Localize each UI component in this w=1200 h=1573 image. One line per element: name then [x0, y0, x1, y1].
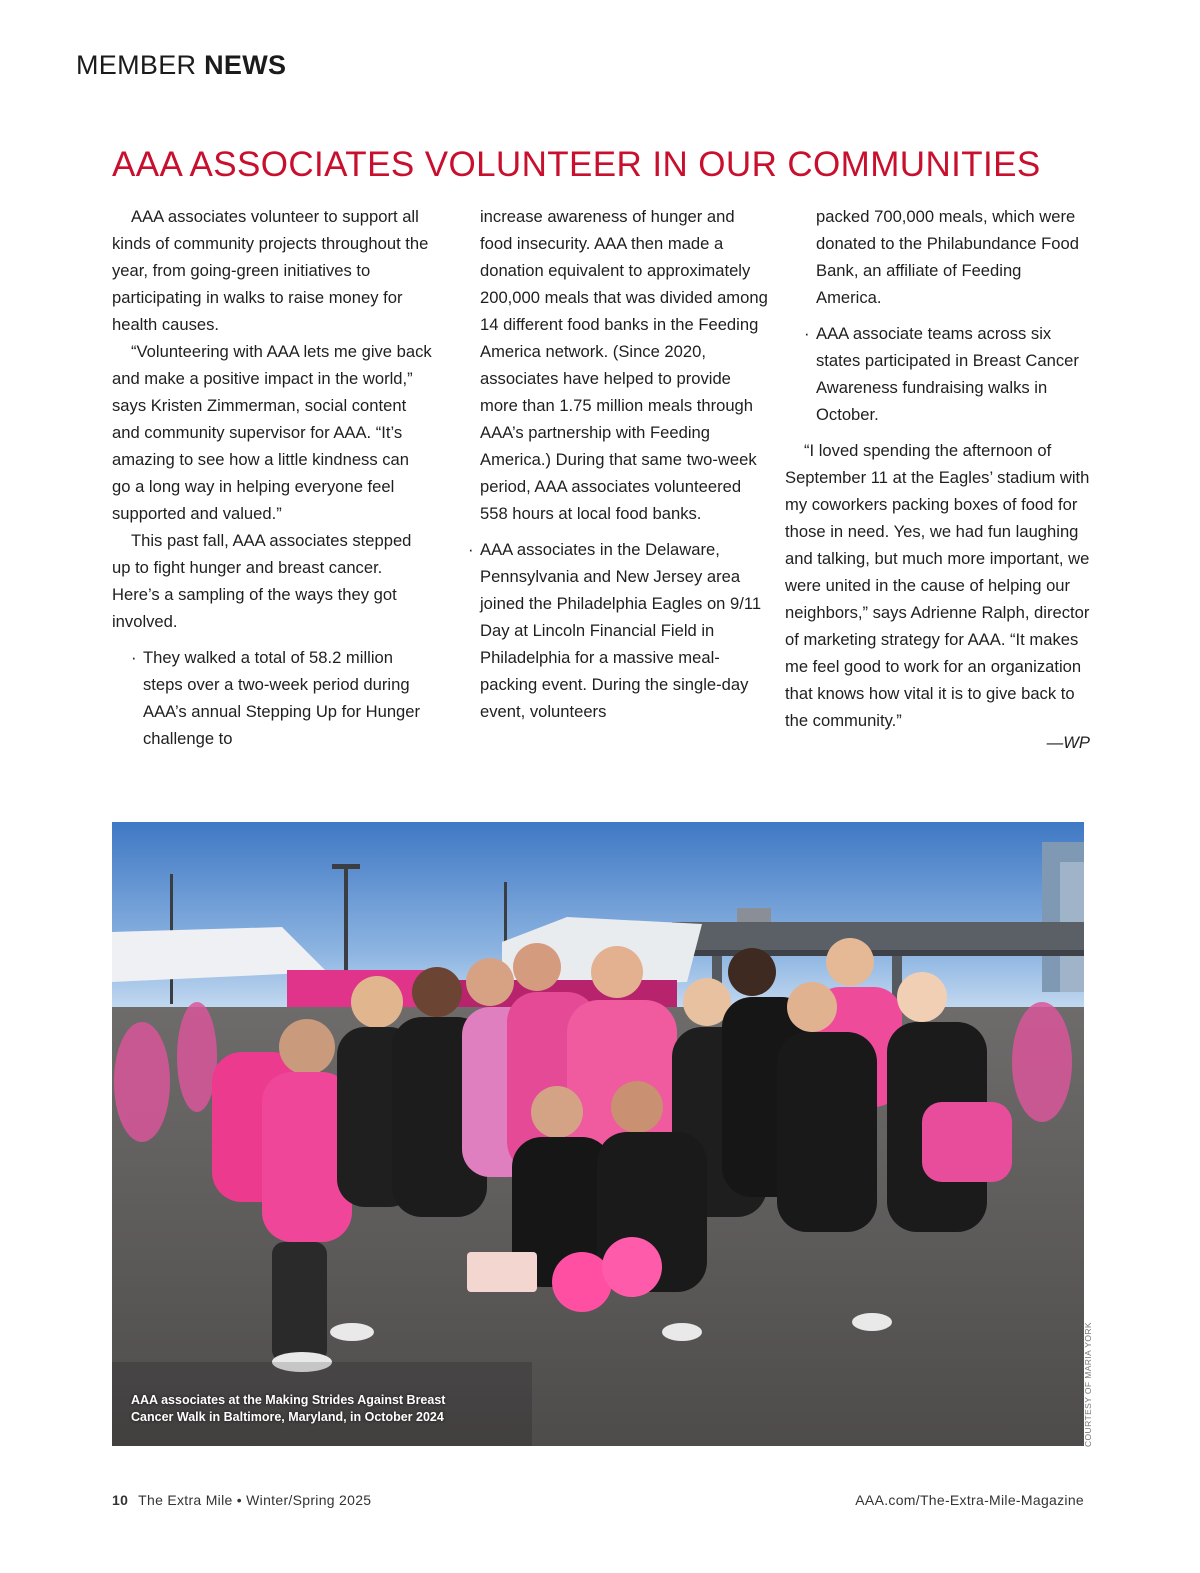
photo-caption-line-1: AAA associates at the Making Strides Against Breast — [131, 1393, 446, 1407]
article-quote: “I loved spending the afternoon of September 11 at the Eagles’ stadium with my coworkers packing boxes of food for those in need. Yes, we had fun laughing and talking, but much more important, we were united in the cause of helping our neighbors,” says Adrienne Ralph, director of marketing strategy for AAA. “It makes me feel good to work for an organization that knows how vital it is to give back to the community.” — [785, 441, 1090, 730]
bullet-item-3-text: AAA associate teams across six states participated in Breast Cancer Awareness fundraising walks in October. — [816, 324, 1079, 424]
article-paragraph-2: “Volunteering with AAA lets me give back and make a positive impact in the world,” says Kristen Zimmerman, social content and community supervisor for AAA. “It’s amazing to see how a little kindness can go a long way in helping everyone feel supported and valued.” — [112, 342, 432, 523]
photo-caption — [131, 1392, 445, 1426]
footer-left — [112, 1492, 371, 1508]
bullet-item-2 — [468, 536, 768, 725]
article-column-1 — [112, 203, 432, 752]
bullet-item-1 — [112, 644, 432, 752]
article-headline: AAA ASSOCIATES VOLUNTEER IN OUR COMMUNITIES — [112, 145, 1041, 184]
photo-caption-line-2: Cancer Walk in Baltimore, Maryland, in October 2024 — [131, 1410, 444, 1424]
bullet-item-2-continued: packed 700,000 meals, which were donated to the Philabundance Food Bank, an affiliate of Feeding America. — [816, 207, 1079, 307]
bullet-item-3 — [785, 320, 1090, 428]
article-paragraph-3: This past fall, AAA associates stepped up to fight hunger and breast cancer. Here’s a sampling of the ways they got involved. — [112, 531, 412, 631]
group-photo-illustration — [112, 822, 1084, 1446]
article-column-3 — [785, 203, 1090, 752]
publication-name: The Extra Mile • Winter/Spring 2025 — [138, 1492, 372, 1508]
section-label-light: MEMBER — [76, 50, 197, 80]
bullet-item-1-text: They walked a total of 58.2 million steps over a two-week period during AAA’s annual Stepping Up for Hunger challenge to — [143, 648, 421, 748]
article-column-2 — [468, 203, 768, 725]
footer-url: AAA.com/The-Extra-Mile-Magazine — [855, 1492, 1084, 1508]
bullet-marker: · — [131, 648, 137, 667]
page-number: 10 — [112, 1492, 129, 1508]
bullet-marker: · — [804, 324, 810, 343]
section-label-bold: NEWS — [204, 50, 287, 80]
bullet-item-2-text: AAA associates in the Delaware, Pennsylvania and New Jersey area joined the Philadelphia Eagles on 9/11 Day at Lincoln Financial Field in Philadelphia for a massive meal-packing event. During the single-day event, volunteers — [480, 540, 762, 721]
photo-credit: COURTESY OF MARIA YORK — [1083, 1322, 1093, 1447]
section-label — [76, 50, 286, 81]
group-photo — [112, 822, 1084, 1446]
article-paragraph-1: AAA associates volunteer to support all kinds of community projects throughout the year, from going-green initiatives to participating in walks to raise money for health causes. — [112, 207, 429, 334]
bullet-marker: · — [468, 540, 474, 559]
bullet-item-1-continued: increase awareness of hunger and food insecurity. AAA then made a donation equivalent to approximately 200,000 meals that was divided among 14 different food banks in the Feeding America network. (Since 2020, associates have helped to provide more than 1.75 million meals through AAA’s partnership with Feeding America.) During that same two-week period, AAA associates volunteered 558 hours at local food banks. — [480, 207, 768, 523]
article-byline: —WP — [1046, 733, 1090, 752]
